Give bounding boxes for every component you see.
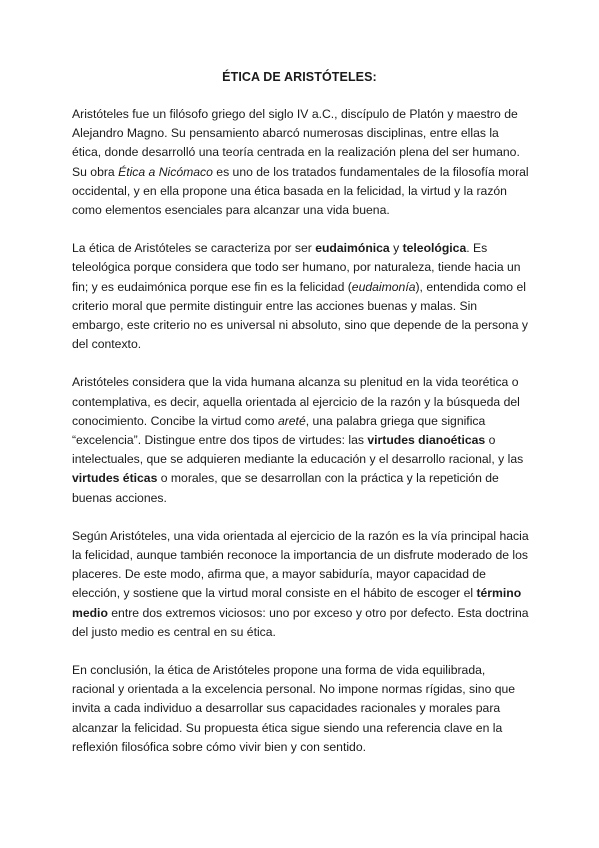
paragraph-virtues bbox=[72, 373, 531, 507]
bold-run: virtudes dianoéticas bbox=[367, 433, 486, 448]
text-run: es uno de los tratados fundamentales de la filosofía moral occidental, y en ella propone una ética basada en la felicidad, la virtud y la razón como elementos esenciales para alcanzar una vida buena. bbox=[72, 164, 529, 218]
text-run: Aristóteles considera que la vida humana alcanza su plenitud en la vida teorética o contemplativa, es decir, aquella orientada al ejercicio de la razón y la búsqueda del conocimiento. Concibe la virtud como bbox=[72, 375, 520, 428]
bold-run: eudaimónica bbox=[315, 241, 390, 256]
text-run: y bbox=[389, 241, 403, 256]
text-run: , una palabra griega que significa “excelencia”. Distingue entre dos tipos de virtudes: las bbox=[72, 413, 486, 448]
italic-run: Ética a Nicómaco bbox=[118, 164, 213, 179]
bold-run: teleológica bbox=[402, 241, 467, 256]
text-run: En conclusión, la ética de Aristóteles propone una forma de vida equilibrada, racional y orientada a la excelencia personal. No impone normas rígidas, sino que invita a cada individuo a desarrollar sus capacidades racionales y morales para alcanzar la felicidad. Su propuesta ética sigue siendo una referencia clave en la reflexión filosófica sobre cómo vivir bien y con sentido. bbox=[72, 663, 516, 754]
text-run: entre dos extremos viciosos: uno por exceso y otro por defecto. Esta doctrina del justo medio es central en su ética. bbox=[72, 605, 529, 639]
document-title: ÉTICA DE ARISTÓTELES: bbox=[222, 70, 377, 84]
paragraph-intro bbox=[72, 105, 531, 220]
paragraph-golden-mean bbox=[72, 527, 531, 642]
bold-run: virtudes éticas bbox=[72, 471, 158, 486]
text-run: . Es teleológica porque considera que todo ser humano, por naturaleza, tiende hacia un fin; y es eudaimónica porque ese fin es la felicidad ( bbox=[72, 241, 521, 294]
text-run: Según Aristóteles, una vida orientada al ejercicio de la razón es la vía principal hacia la felicidad, aunque también reconoce la importancia de un disfrute moderado de los placeres. De este modo, afirma que, a mayor sabiduría, mayor capacidad de elección, y sostiene que la virtud moral consiste en el hábito de escoger el bbox=[72, 528, 529, 601]
text-run: o intelectuales, que se adquieren mediante la educación y el desarrollo racional, y las bbox=[72, 433, 524, 467]
paragraph-conclusion bbox=[72, 661, 531, 757]
bold-run: término medio bbox=[72, 586, 522, 620]
text-run: La ética de Aristóteles se caracteriza por ser bbox=[72, 241, 316, 256]
italic-run: areté bbox=[277, 413, 306, 428]
text-run: Aristóteles fue un filósofo griego del siglo IV a.C., discípulo de Platón y maestro de Alejandro Magno. Su pensamiento abarcó numerosas disciplinas, entre ellas la ética, donde desarrolló una teoría centrada en la realización plena del ser humano. Su obra bbox=[72, 107, 520, 179]
text-run: ), entendida como el criterio moral que permite distinguir entre las acciones buenas y malas. Sin embargo, este criterio no es universal ni absoluto, sino que depende de la persona y del contexto. bbox=[72, 279, 528, 352]
document-body bbox=[72, 105, 531, 776]
text-run: o morales, que se desarrollan con la práctica y la repetición de buenas acciones. bbox=[72, 471, 499, 505]
paragraph-characterization bbox=[72, 239, 531, 354]
italic-run: eudaimonía bbox=[351, 279, 416, 294]
